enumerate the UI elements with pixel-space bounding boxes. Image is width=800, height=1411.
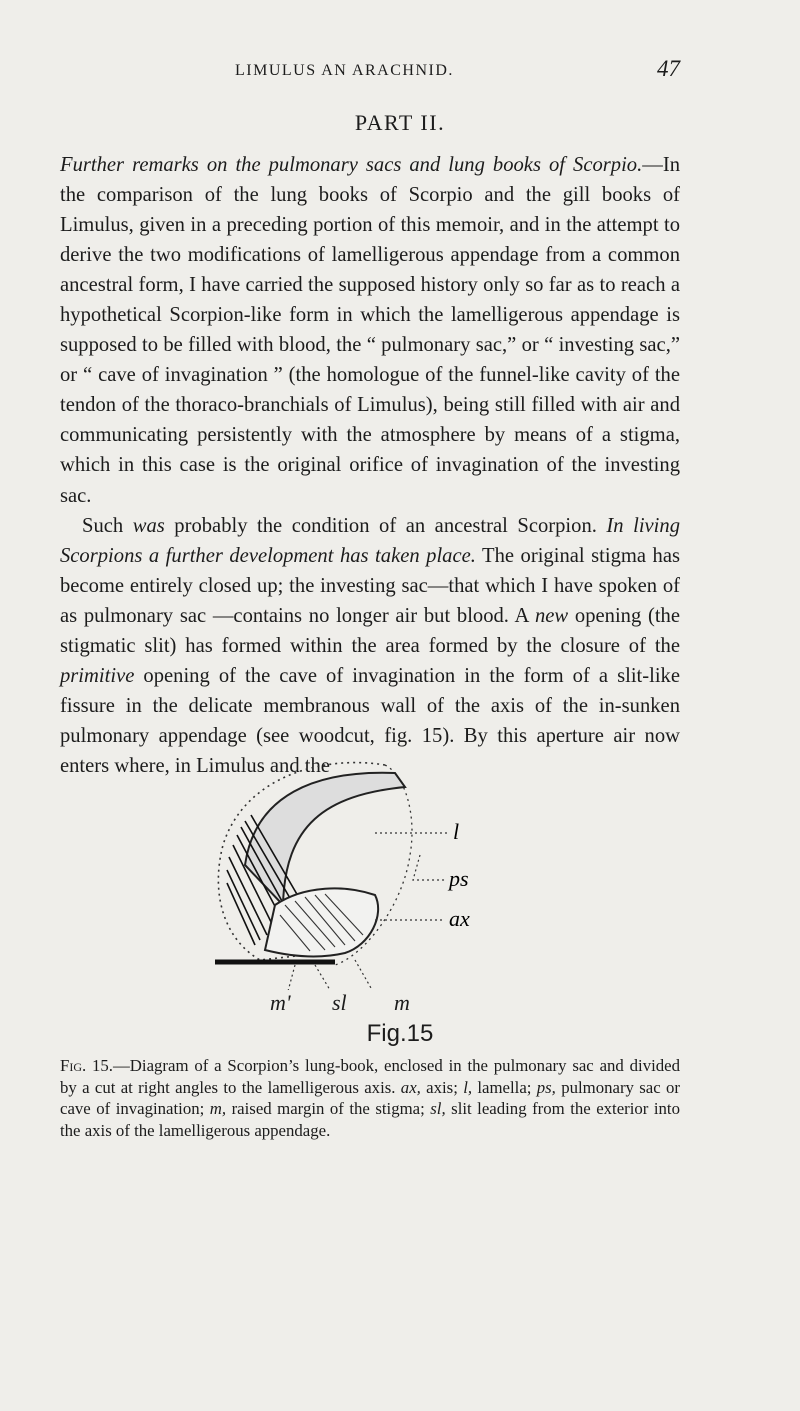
paragraph-2-text-e: opening of the cave of invagination in the form of a slit-like fissure in the delicate membranous wall of the axis of the in-sunken pulmonary appendage (see woodcut, fig. 15). By this aperture air now enters where, in Limulus and the bbox=[60, 664, 680, 777]
paragraph-2-text-a: Such bbox=[82, 514, 133, 537]
caption-ax-abbr: ax, bbox=[400, 1077, 421, 1097]
paragraph-2 bbox=[60, 511, 680, 781]
paragraph-2-text-c: The original stigma has become entirely closed up; the investing sac—that which I have spoken of as pulmonary sac —contains no longer air but blood. A bbox=[60, 544, 680, 627]
paragraph-2-text-d: opening (the stigmatic slit) has formed within the area formed by the closure of the bbox=[60, 604, 680, 657]
label-m-prime: m' bbox=[270, 990, 291, 1015]
caption-l-abbr: l, bbox=[463, 1077, 473, 1097]
lung-book-diagram bbox=[205, 755, 505, 990]
paragraph-2-primitive: primitive bbox=[60, 664, 135, 687]
paragraph-2-text-b: probably the condition of an ancestral Scorpion. bbox=[164, 514, 607, 537]
pointer-sl bbox=[315, 965, 333, 990]
caption-sl-abbr: sl, bbox=[430, 1099, 446, 1118]
running-title: LIMULUS AN ARACHNID. bbox=[235, 62, 454, 79]
label-l: l bbox=[453, 819, 460, 844]
label-ax: ax bbox=[449, 906, 470, 931]
caption-ps-def: pulmonary sac or cave of invagination; bbox=[60, 1077, 680, 1118]
pointer-m bbox=[355, 960, 375, 990]
figure-label: Fig.15 bbox=[366, 1020, 434, 1047]
lamella bbox=[245, 773, 405, 905]
paragraph-2-was: was bbox=[132, 514, 165, 537]
caption-l-def: lamella; bbox=[472, 1077, 537, 1097]
caption-m-def: raised margin of the stigma; bbox=[226, 1099, 431, 1118]
part-heading: PART II. bbox=[354, 110, 446, 135]
paragraph-2-new: new bbox=[535, 604, 569, 627]
pointer-m-prime bbox=[287, 965, 295, 990]
caption-sl-def: slit leading from the exterior into the axis of the lamelligerous appendage. bbox=[60, 1099, 680, 1140]
page-number: 47 bbox=[657, 56, 680, 81]
paragraph-1-text: —In the comparison of the lung books of Scorpio and the gill books of Limulus, given in a preceding portion of this memoir, and in the attempt to derive the two modifications of lamelligerous appendage from a common ancestral form, I have carried the supposed history only so far as to reach a hypothetical Scorpion-like form in which the lamelligerous appendage is supposed to be filled with blood, the “ pulmonary sac,” or “ investing sac,” or “ cave of invagination ” (the homologue of the funnel-like cavity of the tendon of the thoraco-branchials of Limulus), being still filled with air and communicating persistently with the atmosphere by means of a stigma, which in this case is the original orifice of invagination of the investing sac. bbox=[60, 154, 680, 507]
caption-fig-number: Fig. 15. bbox=[60, 1056, 113, 1075]
pointer-ps bbox=[413, 855, 445, 880]
label-ps: ps bbox=[449, 866, 469, 891]
paragraph-1 bbox=[60, 150, 680, 511]
caption-ps-abbr: ps, bbox=[536, 1077, 556, 1097]
caption-text: —Diagram of a Scorpion’s lung-book, enclosed in the pulmonary sac and divided by a cut at right angles to the lamelligerous axis. bbox=[60, 1056, 680, 1097]
caption-ax-def: axis; bbox=[420, 1077, 464, 1097]
paragraph-1-intro: Further remarks on the pulmonary sacs and lung books of Scorpio. bbox=[60, 154, 643, 176]
figure-sublabels bbox=[270, 990, 530, 1020]
paragraph-2-italic: In living Scorpions a further development has taken place. bbox=[60, 514, 681, 567]
body-text bbox=[60, 150, 680, 781]
caption-m-abbr: m, bbox=[209, 1099, 227, 1118]
label-sl: sl bbox=[332, 990, 347, 1015]
figure-caption bbox=[60, 1055, 680, 1141]
label-m: m bbox=[394, 990, 410, 1015]
